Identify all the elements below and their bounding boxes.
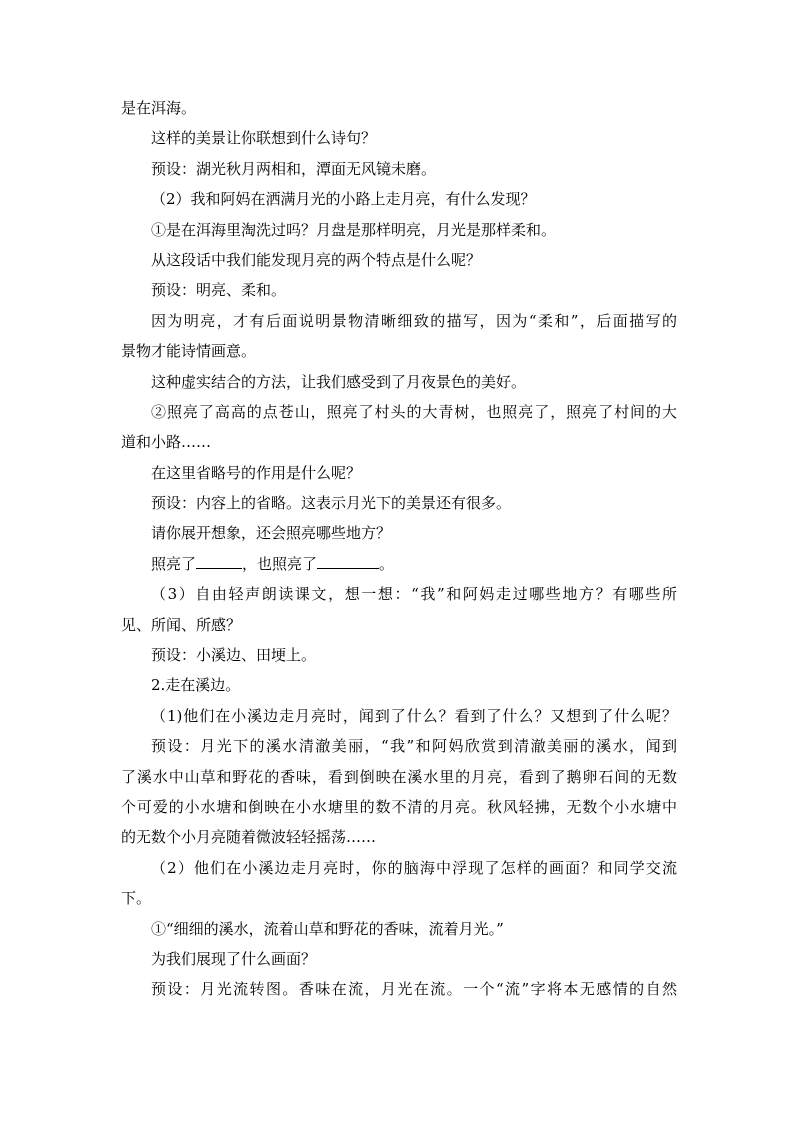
- text-line: （3）自由轻声朗读课文，想一想：“我”和阿妈走过哪些地方？有哪些所: [151, 585, 677, 604]
- text-line: 个可爱的小水塘和倒映在小水塘里的数不清的月亮。秋风轻拂，无数个小水塘中: [121, 797, 677, 816]
- text-line: 是在洱海。: [121, 99, 197, 117]
- answer-blank-2[interactable]: [317, 554, 379, 569]
- text-line: （2）他们在小溪边走月亮时，你的脑海中浮现了怎样的画面？和同学交流: [151, 858, 677, 877]
- text-line: ①“细细的溪水，流着山草和野花的香味，流着月光。”: [151, 919, 504, 938]
- text-line: 预设：内容上的省略。这表示月光下的美景还有很多。: [151, 494, 512, 513]
- text-line: 预设：明亮、柔和。: [151, 281, 287, 300]
- fill-in-blank-line: [121, 549, 677, 579]
- text-line: 请你展开想象，还会照亮哪些地方？: [151, 524, 392, 543]
- text-line: 道和小路……: [121, 433, 212, 452]
- text-line: 了溪水中山草和野花的香味，看到倒映在溪水里的月亮，看到了鹅卵石间的无数: [121, 767, 677, 786]
- text-line: 为我们展现了什么画面？: [151, 949, 317, 968]
- text-line: 见、所闻、所感？: [121, 615, 242, 634]
- fill-line-part2: ，也照亮了: [242, 554, 318, 573]
- answer-blank-1[interactable]: [196, 554, 242, 569]
- fill-line-part3: 。: [379, 554, 395, 573]
- text-line: 预设：湖光秋月两相和，潭面无风镜未磨。: [151, 159, 437, 178]
- text-line: 预设：小溪边、田埂上。: [151, 646, 317, 665]
- text-line: 的无数个小月亮随着微波轻轻摇荡……: [121, 828, 377, 847]
- text-line: （2）我和阿妈在洒满月光的小路上走月亮，有什么发现？: [151, 190, 536, 209]
- text-line: 因为明亮，才有后面说明景物清晰细致的描写，因为“柔和”，后面描写的: [151, 311, 677, 330]
- text-line: 预设：月光下的溪水清澈美丽，“我”和阿妈欣赏到清澈美丽的溪水，闻到: [151, 737, 677, 756]
- document-page: [121, 93, 677, 1005]
- text-line: 2.走在溪边。: [151, 676, 241, 695]
- text-line: （1)他们在小溪边走月亮时，闻到了什么？看到了什么？又想到了什么呢？: [151, 706, 677, 725]
- text-line: 景物才能诗情画意。: [121, 342, 257, 361]
- text-line: 下。: [121, 889, 152, 908]
- text-line: 在这里省略号的作用是什么呢？: [151, 463, 362, 482]
- text-line: 从这段话中我们能发现月亮的两个特点是什么呢？: [151, 250, 482, 269]
- text-line: 预设：月光流转图。香味在流，月光在流。一个“流”字将本无感情的自然: [151, 980, 677, 999]
- text-line: ①是在洱海里淘洗过吗？月盘是那样明亮，月光是那样柔和。: [151, 220, 557, 239]
- text-line: 这样的美景让你联想到什么诗句？: [151, 129, 377, 148]
- fill-line-part1: 照亮了: [151, 554, 197, 573]
- text-line: 这种虚实结合的方法，让我们感受到了月夜景色的美好。: [151, 372, 527, 391]
- text-line: ②照亮了高高的点苍山，照亮了村头的大青树，也照亮了，照亮了村间的大: [151, 402, 677, 421]
